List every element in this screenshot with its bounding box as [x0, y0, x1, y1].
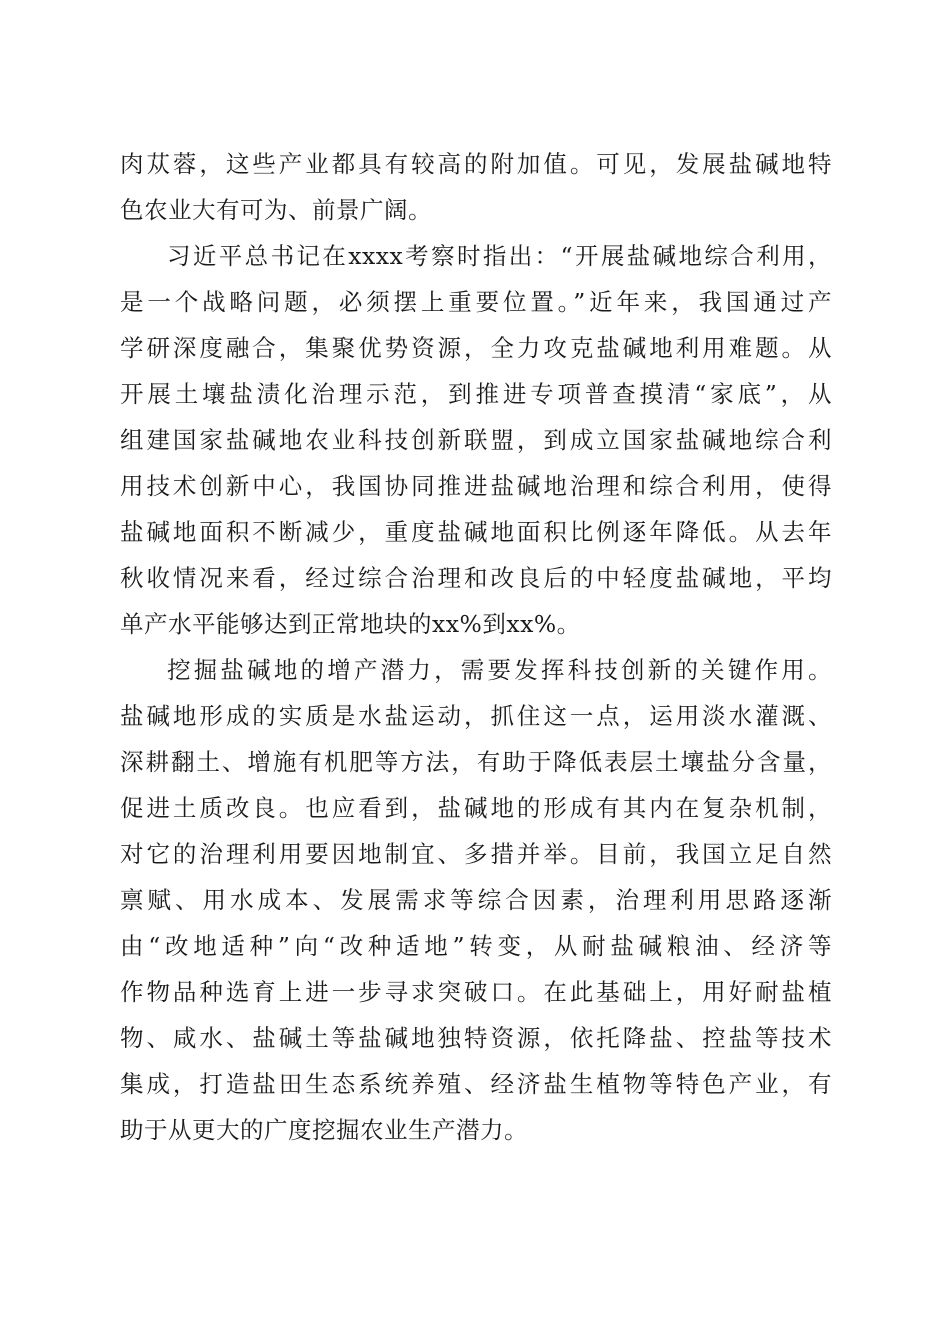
- paragraph-1: [120, 141, 832, 233]
- paragraph-2: [120, 233, 832, 647]
- text-line: 习近平总书记在xxxx考察时指出：“开展盐碱地综合利用，: [167, 242, 832, 270]
- text-line: 盐碱地面积不断减少，重度盐碱地面积比例逐年降低。从去年: [120, 518, 832, 546]
- text-line: 肉苁蓉，这些产业都具有较高的附加值。可见，发展盐碱地特: [120, 150, 832, 178]
- text-line: 物、咸水、盐碱土等盐碱地独特资源，依托降盐、控盐等技术: [120, 1024, 832, 1052]
- text-line: 是一个战略问题，必须摆上重要位置。”近年来，我国通过产: [120, 288, 832, 316]
- text-line: 助于从更大的广度挖掘农业生产潜力。: [120, 1116, 528, 1144]
- text-line: 组建国家盐碱地农业科技创新联盟，到成立国家盐碱地综合利: [120, 426, 832, 454]
- text-line: 盐碱地形成的实质是水盐运动，抓住这一点，运用淡水灌溉、: [120, 702, 832, 730]
- document-body: [120, 141, 832, 1153]
- text-line: 色农业大有可为、前景广阔。: [120, 196, 432, 224]
- text-line: 挖掘盐碱地的增产潜力，需要发挥科技创新的关键作用。: [167, 656, 832, 684]
- text-line: 作物品种选育上进一步寻求突破口。在此基础上，用好耐盐植: [120, 978, 832, 1006]
- text-line: 学研深度融合，集聚优势资源，全力攻克盐碱地利用难题。从: [120, 334, 832, 362]
- text-line: 禀赋、用水成本、发展需求等综合因素，治理利用思路逐渐: [120, 886, 832, 914]
- text-line: 由“改地适种”向“改种适地”转变，从耐盐碱粮油、经济等: [120, 932, 832, 960]
- text-line: 用技术创新中心，我国协同推进盐碱地治理和综合利用，使得: [120, 472, 832, 500]
- text-line: 单产水平能够达到正常地块的xx%到xx%。: [120, 610, 581, 638]
- text-line: 开展土壤盐渍化治理示范，到推进专项普查摸清“家底”，从: [120, 380, 832, 408]
- text-line: 对它的治理利用要因地制宜、多措并举。目前，我国立足自然: [120, 840, 832, 868]
- paragraph-3: [120, 647, 832, 1153]
- text-line: 促进土质改良。也应看到，盐碱地的形成有其内在复杂机制，: [120, 794, 832, 822]
- text-line: 集成，打造盐田生态系统养殖、经济盐生植物等特色产业，有: [120, 1070, 832, 1098]
- text-line: 秋收情况来看，经过综合治理和改良后的中轻度盐碱地，平均: [120, 564, 832, 592]
- text-line: 深耕翻土、增施有机肥等方法，有助于降低表层土壤盐分含量，: [120, 748, 832, 776]
